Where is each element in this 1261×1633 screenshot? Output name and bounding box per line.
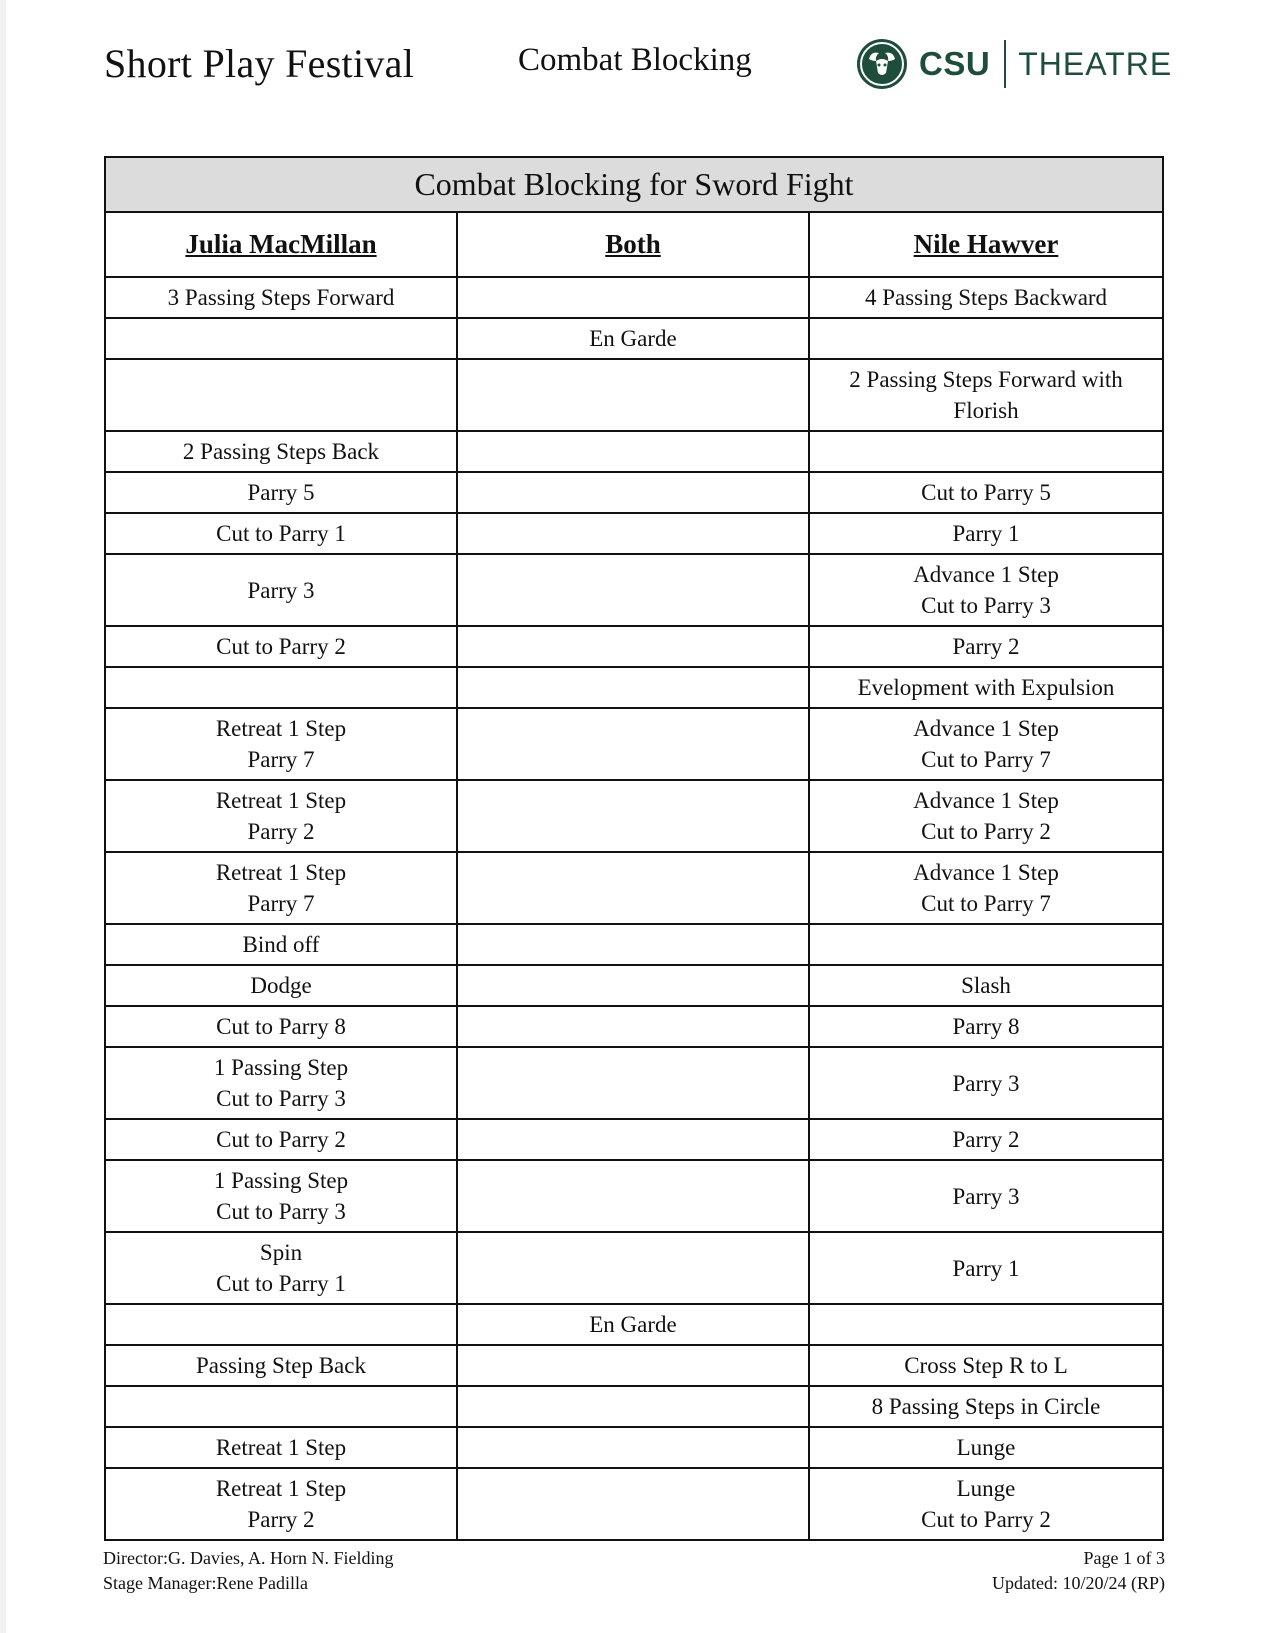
cell-line: Retreat 1 Step [215, 1435, 347, 1460]
stage-manager-credit: Stage Manager:Rene Padilla [103, 1573, 308, 1593]
table-row [105, 472, 1163, 513]
cell-line: Retreat 1 Step [215, 1476, 347, 1501]
column-header-nile: Nile Hawver [809, 212, 1163, 277]
cell-julia [105, 359, 457, 431]
cell-nile [809, 1047, 1163, 1119]
cell-julia [105, 852, 457, 924]
cell-both [457, 318, 809, 359]
cell-line: En Garde [589, 1312, 677, 1337]
cell-nile [809, 1232, 1163, 1304]
cell-line: Retreat 1 Step [215, 788, 347, 813]
cell-nile [809, 708, 1163, 780]
cell-nile [809, 965, 1163, 1006]
cell-line: Lunge [956, 1435, 1016, 1460]
cell-nile [809, 1119, 1163, 1160]
cell-line: Passing Step Back [196, 1353, 366, 1378]
cell-line: Parry 3 [247, 577, 315, 603]
cell-line: Cut to Parry 3 [921, 593, 1051, 618]
cell-nile [809, 1386, 1163, 1427]
column-header-both: Both [457, 212, 809, 277]
cell-julia [105, 965, 457, 1006]
table-row [105, 965, 1163, 1006]
cell-line: 1 Passing Step [213, 1168, 349, 1193]
cell-line: Cut to Parry 5 [921, 480, 1051, 505]
logo-divider [1004, 40, 1006, 88]
cell-nile [809, 780, 1163, 852]
director-credit: Director:G. Davies, A. Horn N. Fielding [103, 1548, 394, 1568]
cell-julia [105, 780, 457, 852]
page-number: Page 1 of 3 [1083, 1548, 1165, 1568]
table-row [105, 318, 1163, 359]
cell-nile [809, 1006, 1163, 1047]
cell-line: Parry 1 [952, 1255, 1020, 1281]
cell-both [457, 513, 809, 554]
credits [103, 1546, 393, 1596]
cell-julia [105, 1232, 457, 1304]
festival-title: Short Play Festival [104, 41, 415, 86]
cell-line: Advance 1 Step [913, 788, 1059, 813]
cell-line: Cut to Parry 3 [216, 1199, 346, 1224]
cell-julia [105, 667, 457, 708]
cell-nile [809, 1427, 1163, 1468]
table-row [105, 1006, 1163, 1047]
page-info [992, 1546, 1165, 1596]
cell-line: Parry 3 [952, 1070, 1020, 1096]
cell-both [457, 626, 809, 667]
cell-both [457, 1386, 809, 1427]
cell-nile [809, 1468, 1163, 1540]
table-row [105, 1304, 1163, 1345]
cell-julia [105, 1468, 457, 1540]
cell-both [457, 431, 809, 472]
cell-nile [809, 626, 1163, 667]
cell-line: 2 Passing Steps Forward with [849, 367, 1123, 392]
cell-line: Cut to Parry 8 [216, 1014, 346, 1039]
cell-nile [809, 667, 1163, 708]
table-row [105, 1119, 1163, 1160]
cell-line: 8 Passing Steps in Circle [871, 1394, 1101, 1419]
table-title-row [105, 157, 1163, 212]
ram-seal-icon [855, 37, 909, 91]
cell-nile [809, 431, 1163, 472]
cell-both [457, 1006, 809, 1047]
cell-julia [105, 924, 457, 965]
cell-line: Lunge [956, 1476, 1016, 1501]
table-row [105, 780, 1163, 852]
cell-julia [105, 1119, 457, 1160]
column-header-julia: Julia MacMillan [105, 212, 457, 277]
cell-both [457, 1047, 809, 1119]
cell-line: Cut to Parry 2 [921, 1507, 1051, 1532]
cell-julia [105, 554, 457, 626]
cell-both [457, 1427, 809, 1468]
table-body [105, 277, 1163, 1540]
cell-julia [105, 1006, 457, 1047]
cell-line: Bind off [242, 932, 320, 957]
table-row [105, 513, 1163, 554]
cell-line: Slash [961, 973, 1011, 998]
table-row [105, 1345, 1163, 1386]
cell-julia [105, 1386, 457, 1427]
cell-both [457, 965, 809, 1006]
cell-line: Parry 5 [247, 480, 315, 505]
cell-julia [105, 513, 457, 554]
cell-nile [809, 554, 1163, 626]
table-row [105, 1468, 1163, 1540]
cell-line: Cut to Parry 2 [921, 819, 1051, 844]
cell-nile [809, 1345, 1163, 1386]
cell-line: 4 Passing Steps Backward [864, 285, 1108, 310]
cell-line: Cut to Parry 1 [216, 521, 346, 546]
cell-line: En Garde [589, 326, 677, 351]
table-row [105, 667, 1163, 708]
table-row [105, 924, 1163, 965]
cell-line: Parry 2 [952, 634, 1020, 659]
cell-line: Cut to Parry 3 [216, 1086, 346, 1111]
updated-date: Updated: 10/20/24 (RP) [992, 1573, 1165, 1593]
cell-both [457, 1232, 809, 1304]
cell-nile [809, 924, 1163, 965]
cell-line: Parry 2 [247, 819, 315, 844]
cell-both [457, 1468, 809, 1540]
logo-csu-text: CSU [919, 45, 991, 82]
cell-line: Parry 2 [247, 1507, 315, 1532]
cell-julia [105, 277, 457, 318]
cell-line: Advance 1 Step [913, 860, 1059, 885]
cell-julia [105, 1345, 457, 1386]
cell-nile [809, 359, 1163, 431]
cell-both [457, 277, 809, 318]
cell-both [457, 554, 809, 626]
table-title: Combat Blocking for Sword Fight [105, 157, 1163, 212]
cell-line: Parry 3 [952, 1183, 1020, 1209]
cell-line: 2 Passing Steps Back [182, 439, 380, 464]
cell-line: 3 Passing Steps Forward [167, 285, 395, 310]
cell-line: Cut to Parry 7 [921, 891, 1051, 916]
logo-theatre-text: THEATRE [1018, 45, 1173, 82]
cell-both [457, 472, 809, 513]
table-row [105, 277, 1163, 318]
cell-line: Cut to Parry 1 [216, 1271, 346, 1296]
cell-both [457, 708, 809, 780]
cell-line: Spin [259, 1240, 303, 1265]
cell-line: Cut to Parry 2 [216, 1127, 346, 1152]
cell-line: Parry 2 [952, 1127, 1020, 1152]
cell-line: Cut to Parry 7 [921, 747, 1051, 772]
cell-both [457, 359, 809, 431]
table-row [105, 1232, 1163, 1304]
cell-julia [105, 318, 457, 359]
cell-line: Parry 8 [952, 1014, 1020, 1039]
cell-line: Retreat 1 Step [215, 716, 347, 741]
cell-line: Advance 1 Step [913, 716, 1059, 741]
table-row [105, 431, 1163, 472]
cell-julia [105, 626, 457, 667]
table-row [105, 359, 1163, 431]
cell-julia [105, 1427, 457, 1468]
table-row [105, 1047, 1163, 1119]
cell-line: Dodge [250, 973, 312, 998]
cell-line: Parry 1 [952, 521, 1020, 546]
cell-nile [809, 277, 1163, 318]
table-row [105, 1160, 1163, 1232]
cell-both [457, 667, 809, 708]
cell-both [457, 924, 809, 965]
cell-line: Evelopment with Expulsion [857, 675, 1115, 700]
cell-both [457, 852, 809, 924]
table-row [105, 1386, 1163, 1427]
page-edge [0, 0, 6, 1633]
cell-both [457, 1119, 809, 1160]
cell-both [457, 1345, 809, 1386]
cell-nile [809, 318, 1163, 359]
cell-line: Cut to Parry 2 [216, 634, 346, 659]
cell-julia [105, 1160, 457, 1232]
cell-both [457, 1304, 809, 1345]
cell-line: Parry 7 [247, 891, 315, 916]
cell-nile [809, 472, 1163, 513]
cell-julia [105, 472, 457, 513]
table-row [105, 1427, 1163, 1468]
cell-nile [809, 852, 1163, 924]
cell-line: Florish [953, 398, 1019, 423]
cell-line: 1 Passing Step [213, 1055, 349, 1080]
cell-line: Cross Step R to L [904, 1353, 1068, 1378]
document-title: Combat Blocking [518, 42, 752, 78]
table-row [105, 708, 1163, 780]
cell-both [457, 780, 809, 852]
cell-line: Parry 7 [247, 747, 315, 772]
cell-nile [809, 513, 1163, 554]
cell-julia [105, 708, 457, 780]
cell-nile [809, 1304, 1163, 1345]
cell-julia [105, 1304, 457, 1345]
cell-julia [105, 431, 457, 472]
table-row [105, 852, 1163, 924]
csu-theatre-logo [855, 37, 1172, 91]
column-header-row [105, 212, 1163, 277]
combat-blocking-table [104, 156, 1164, 1541]
cell-line: Advance 1 Step [913, 562, 1059, 587]
cell-julia [105, 1047, 457, 1119]
table-row [105, 626, 1163, 667]
cell-line: Retreat 1 Step [215, 860, 347, 885]
cell-both [457, 1160, 809, 1232]
table-row [105, 554, 1163, 626]
cell-nile [809, 1160, 1163, 1232]
